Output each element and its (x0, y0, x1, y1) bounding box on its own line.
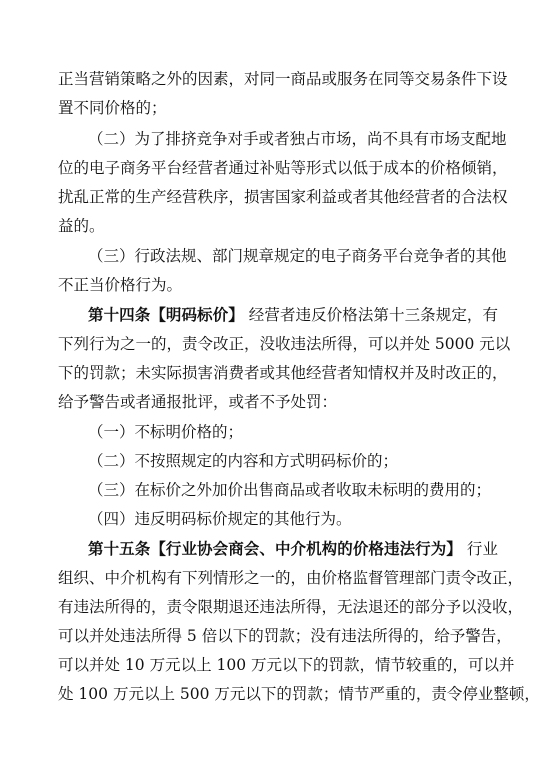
paragraph-line: 扰乱正常的生产经营秩序，损害国家利益或者其他经营者的合法权 (58, 188, 508, 206)
article-14-first-line (88, 304, 498, 326)
paragraph-line: 组织、中介机构有下列情形之一的，由价格监督管理部门责令改正， (58, 569, 524, 587)
paragraph-line: 可以并处 10 万元以上 100 万元以下的罚款，情节较重的，可以并 (58, 656, 515, 674)
paragraph-line: 置不同价格的； (58, 99, 167, 117)
paragraph-line: 下的罚款；未实际损害消费者或其他经营者知情权并及时改正的， (58, 364, 508, 382)
paragraph-line: （二）为了排挤竞争对手或者独占市场，尚不具有市场支配地 (88, 130, 507, 148)
paragraph-line: （三）行政法规、部门规章规定的电子商务平台竞争者的其他 (88, 247, 507, 265)
list-item: （二）不按照规定的内容和方式明码标价的； (88, 452, 399, 470)
paragraph-line: 有违法所得的，责令限期退还违法所得，无法退还的部分予以没收， (58, 598, 524, 616)
article-15-first-line (88, 538, 498, 560)
article-14-heading: 第十四条【明码标价】 (88, 305, 244, 324)
paragraph-line: 正当营销策略之外的因素，对同一商品或服务在同等交易条件下设 (58, 70, 508, 88)
list-item: （四）违反明码标价规定的其他行为。 (88, 510, 352, 528)
paragraph-line: 位的电子商务平台经营者通过补贴等形式以低于成本的价格倾销， (58, 159, 508, 177)
list-item: （一）不标明价格的； (88, 423, 244, 441)
paragraph-line: 可以并处违法所得 5 倍以下的罚款；没有违法所得的，给予警告， (58, 627, 512, 645)
paragraph-line: 给予警告或者通报批评，或者不予处罚： (58, 393, 338, 411)
paragraph-line: 不正当价格行为。 (58, 276, 183, 294)
paragraph-line: 下列行为之一的，责令改正，没收违法所得，可以并处 5000 元以 (58, 335, 511, 353)
paragraph-text: 行业 (461, 540, 498, 558)
paragraph-text: 经营者违反价格法第十三条规定，有 (243, 306, 498, 324)
article-15-heading: 第十五条【行业协会商会、中介机构的价格违法行为】 (88, 539, 462, 558)
paragraph-line: 处 100 万元以上 500 万元以下的罚款；情节严重的，责令停业整顿， (58, 685, 540, 703)
list-item: （三）在标价之外加价出售商品或者收取未标明的费用的； (88, 481, 492, 499)
paragraph-line: 益的。 (58, 217, 105, 235)
